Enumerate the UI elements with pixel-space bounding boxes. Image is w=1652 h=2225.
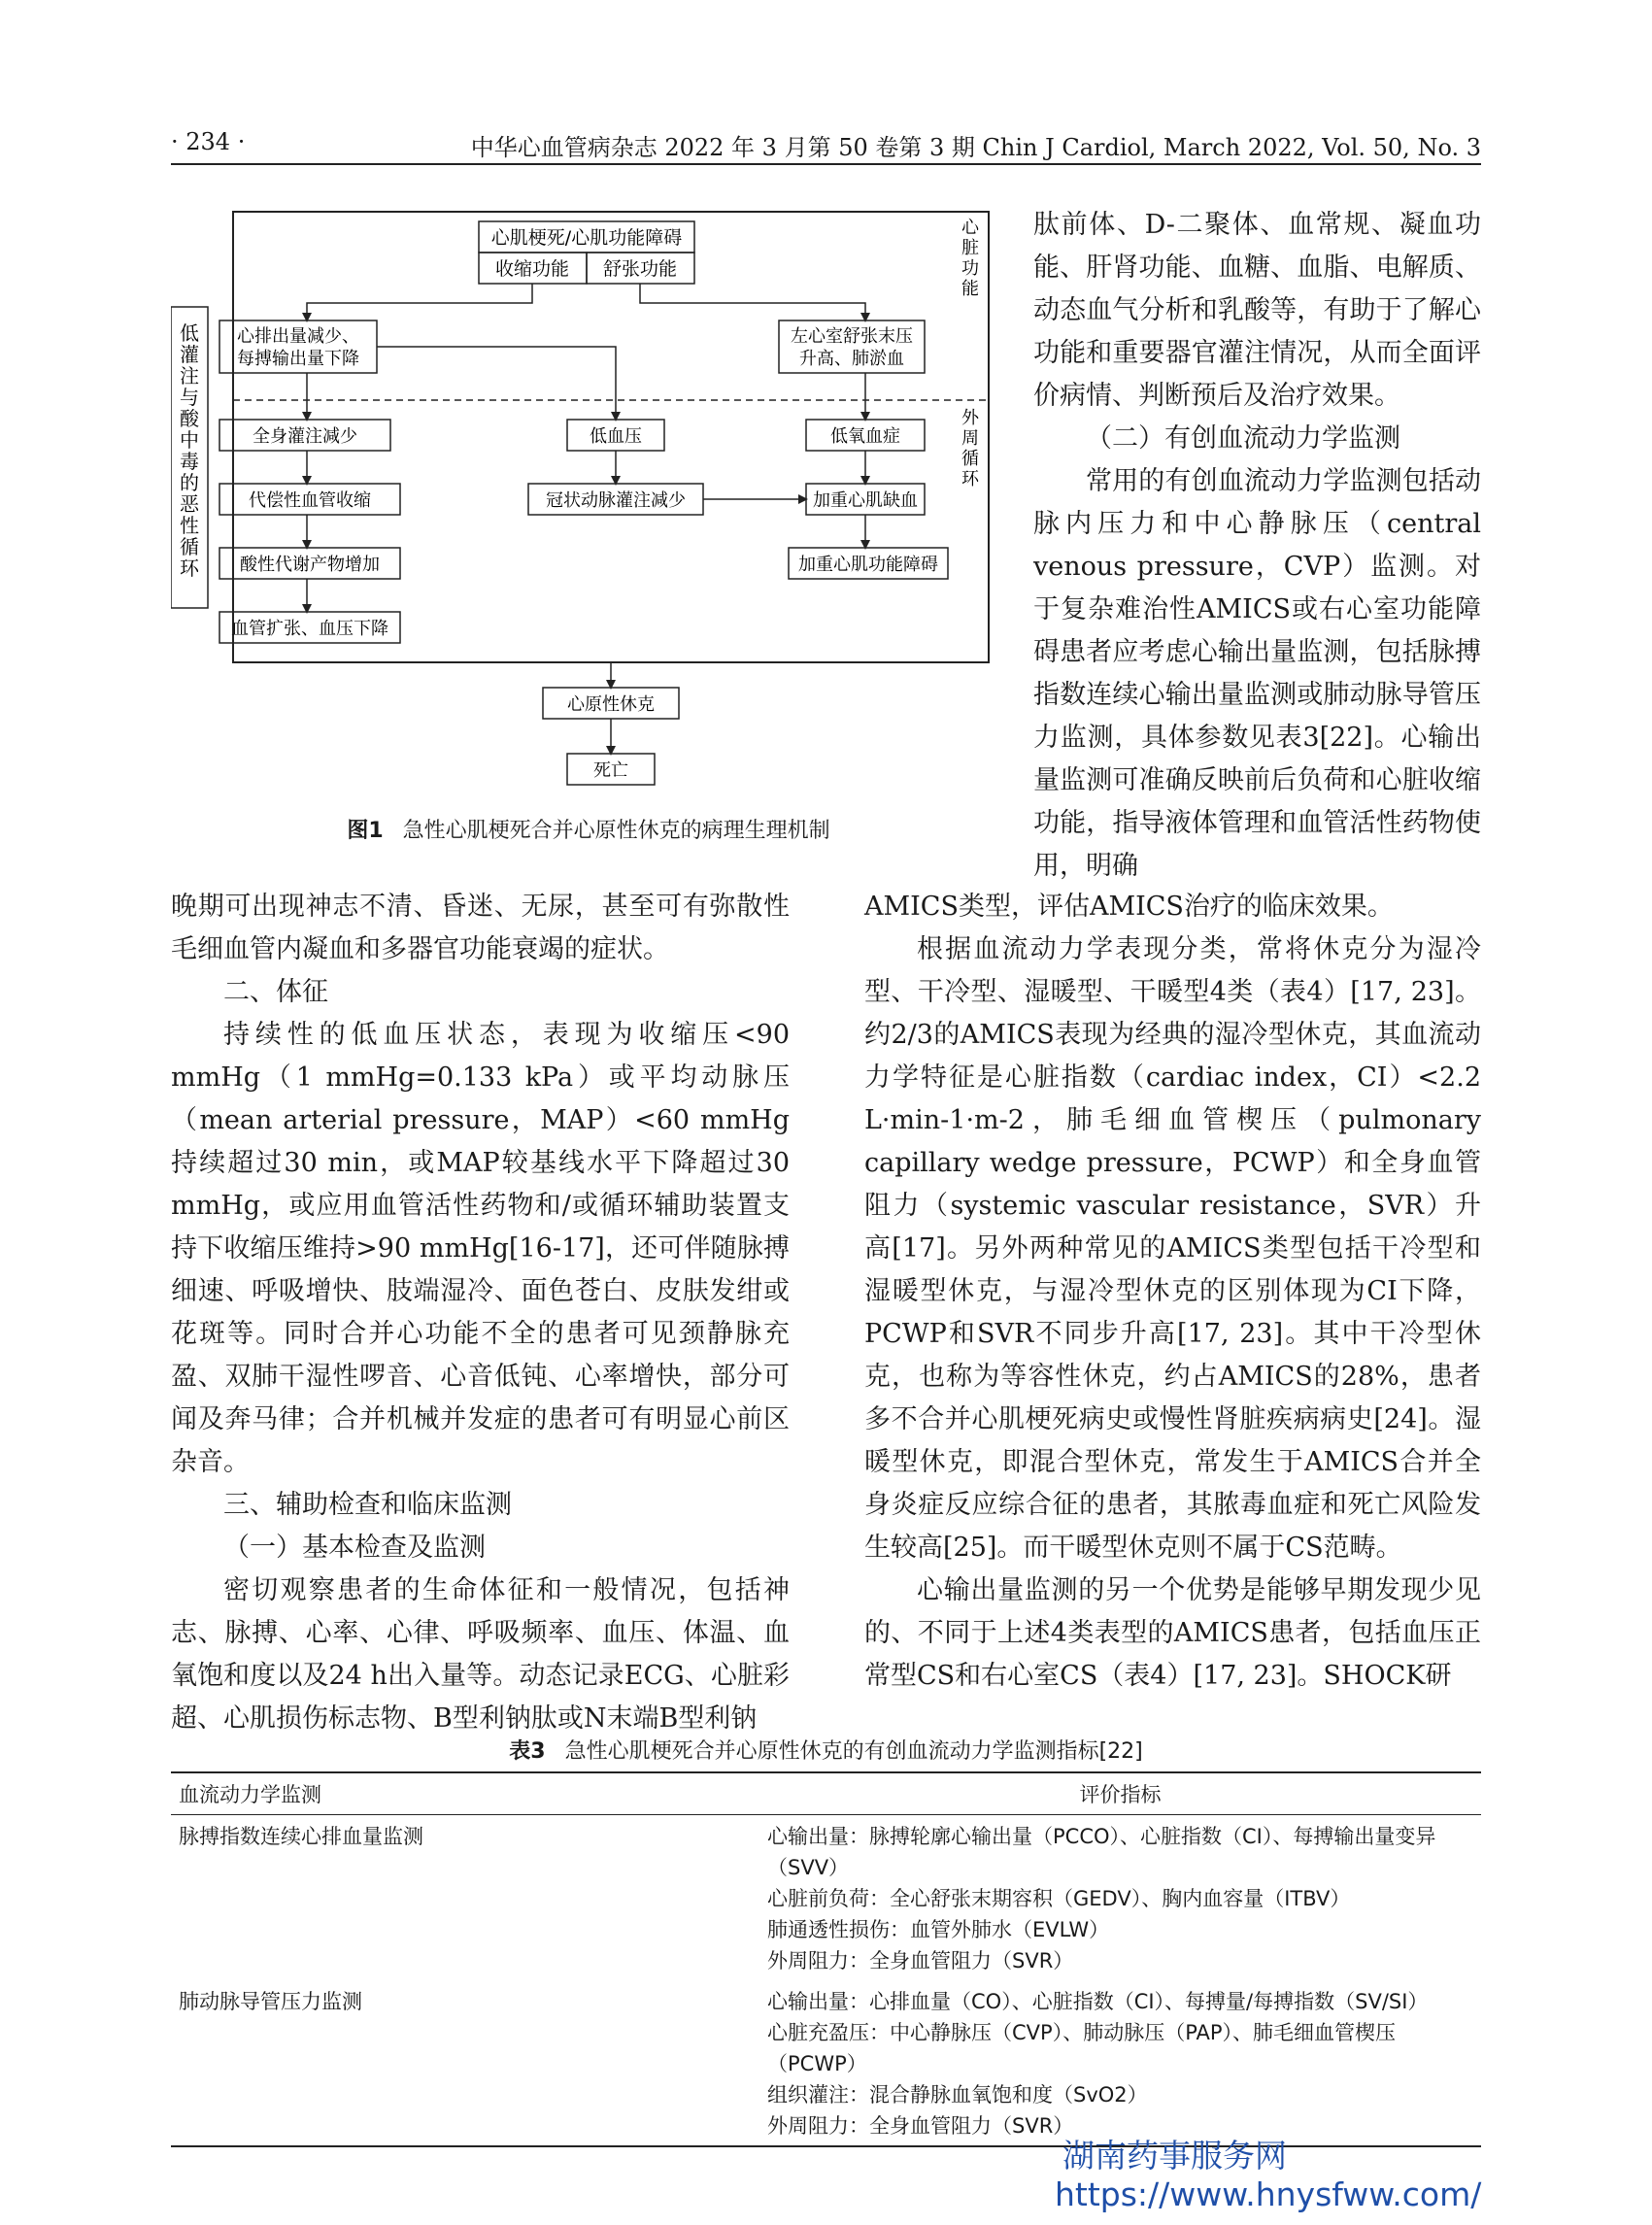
indicator-line: 外周阻力：全身血管阻力（SVR） (767, 1949, 1074, 1972)
indicator-line: 心脏充盈压：中心静脉压（CVP）、肺动脉压（PAP）、肺毛细血管楔压（PCWP） (767, 2021, 1397, 2075)
node-perfusion: 全身灌注减少 (253, 426, 357, 447)
watermark-url[interactable]: https://www.hnysfww.com/ (1055, 2175, 1482, 2213)
table-caption (171, 1735, 1481, 1765)
node-vasodilation: 血管扩张、血压下降 (231, 619, 388, 639)
table-cell-indicators (759, 1980, 1481, 2146)
node-vasoconstriction: 代偿性血管收缩 (249, 490, 371, 511)
table-label: 表3 (509, 1739, 546, 1764)
node-death: 死亡 (593, 760, 628, 781)
watermark-title: 湖南药事服务网 (1062, 2137, 1287, 2174)
node-hypoxemia: 低氧血症 (830, 426, 900, 447)
svg-text:心脏功能: 心脏功能 (961, 218, 979, 299)
right-column-bottom (864, 886, 1481, 1698)
paragraph: 肽前体、D-二聚体、血常规、凝血功能、肝肾功能、血糖、血脂、电解质、动态血气分析和乳酸等，有助于了解心功能和重要器官灌注情况，从而全面评价病情、判断预后及治疗效果。 (1033, 210, 1481, 411)
node-ischemia: 加重心肌缺血 (813, 490, 918, 511)
indicator-line: 心输出量：心排血量（CO）、心脏指数（CI）、每搏量/每搏指数（SV/SI） (767, 1990, 1429, 2013)
left-column (171, 886, 790, 1740)
node-acid: 酸性代谢产物增加 (240, 555, 380, 575)
node-hypotension: 低血压 (590, 426, 642, 447)
paragraph: AMICS类型，评估AMICS治疗的临床效果。 (864, 892, 1394, 922)
table-row (171, 1815, 1481, 1981)
table-cell-method: 脉搏指数连续心排血量监测 (179, 1825, 423, 1848)
node-mi: 心肌梗死/心肌功能障碍 (490, 227, 683, 249)
table-3 (171, 1771, 1481, 2147)
side-label-left (180, 321, 200, 580)
node-co-line1: 心排出量减少、 (237, 326, 359, 347)
table-cell-method: 肺动脉导管压力监测 (171, 1980, 759, 2146)
paragraph: 晚期可出现神志不清、昏迷、无尿，甚至可有弥散性毛细血管内凝血和多器官功能衰竭的症状。 (171, 892, 790, 964)
indicator-line: 肺通透性损伤：血管外肺水（EVLW） (767, 1918, 1110, 1941)
figure-caption (171, 814, 1006, 844)
paragraph: 常用的有创血流动力学监测包括动脉内压力和中心静脉压（central venous pressure，CVP）监测。对于复杂难治性AMICS或右心室功能障碍患者应考虑心输出量监测，包括脉搏指数连续心输出量监测或肺动脉导管压力监测，具体参数见表3[22]。心输出量监测可准确反映前后负荷和心脏收缩功能，指导液体管理和血管活性药物使用，明确 (1033, 466, 1481, 881)
node-dysfunction: 加重心肌功能障碍 (798, 555, 938, 575)
figure-caption-text: 急性心肌梗死合并心原性休克的病理生理机制 (402, 819, 830, 843)
indicator-line: 外周阻力：全身血管阻力（SVR） (767, 2114, 1074, 2138)
node-coronary: 冠状动脉灌注减少 (546, 490, 686, 511)
figure-label: 图1 (347, 819, 384, 843)
page-header (0, 128, 1652, 167)
paragraph: 持续性的低血压状态，表现为收缩压<90 mmHg（1 mmHg=0.133 kPa）或平均动脉压（mean arterial pressure，MAP）<60 mmHg持续超过30 min，或MAP较基线水平下降超过30 mmHg，或应用血管活性药物和/或循环辅助装置支持下收缩压维持>90 mmHg[16-17]，还可伴随脉搏细速、呼吸增快、肢端湿冷、面色苍白、皮肤发绀或花斑等。同时合并心功能不全的患者可见颈静脉充盈、双肺干湿性啰音、心音低钝、心率增快，部分可闻及奔马律；合并机械并发症的患者可有明显心前区杂音。 (171, 1020, 790, 1477)
paragraph: 根据血流动力学表现分类，常将休克分为湿冷型、干冷型、湿暖型、干暖型4类（表4）[17, 23]。约2/3的AMICS表现为经典的湿冷型休克，其血流动力学特征是心脏指数（cardiac index，CI）<2.2 L·min-1·m-2，肺毛细血管楔压（pulmonary capillary wedge pressure，PCWP）和全身血管阻力（systemic vascular resistance，SVR）升高[17]。另外两种常见的AMICS类型包括干冷型和湿暖型休克，与湿冷型休克的区别体现为CI下降，PCWP和SVR不同步升高[17, 23]。其中干冷型休克，也称为等容性休克，约占AMICS的28%，患者多不合并心肌梗死病史或慢性肾脏疾病病史[24]。湿暖型休克，即混合型休克，常发生于AMICS合并全身炎症反应综合征的患者，其脓毒血症和死亡风险发生较高[25]。而干暖型休克则不属于CS范畴。 (864, 934, 1481, 1563)
table-header-indicators: 评价指标 (759, 1772, 1481, 1815)
indicator-line: 心输出量：脉搏轮廓心输出量（PCCO）、心脏指数（CI）、每搏输出量变异（SVV） (767, 1825, 1436, 1879)
table-caption-text: 急性心肌梗死合并心原性休克的有创血流动力学监测指标[22] (564, 1739, 1143, 1764)
watermark (1055, 2137, 1481, 2214)
paragraph: 心输出量监测的另一个优势是能够早期发现少见的、不同于上述4类表型的AMICS患者，包括血压正常型CS和右心室CS（表4）[17, 23]。SHOCK研 (864, 1575, 1481, 1691)
section-heading: 三、辅助检查和临床监测 (223, 1490, 512, 1520)
section-heading: （一）基本检查及监测 (223, 1533, 486, 1563)
node-shock: 心原性休克 (567, 694, 655, 715)
node-systolic: 收缩功能 (494, 258, 570, 280)
section-heading: 二、体征 (223, 977, 328, 1007)
node-lv-line2: 升高、肺淤血 (799, 349, 904, 369)
indicator-line: 组织灌注：混合静脉血氧饱和度（SvO2） (767, 2083, 1148, 2107)
journal-citation: 中华心血管病杂志 2022 年 3 月第 50 卷第 3 期 Chin J Cardiol, March 2022, Vol. 50, No. 3 (470, 134, 1481, 161)
svg-text:低灌注与酸中毒的恶性循环: 低灌注与酸中毒的恶性循环 (180, 321, 199, 580)
side-label-right-top (961, 218, 980, 299)
paragraph: 密切观察患者的生命体征和一般情况，包括神志、脉搏、心率、心律、呼吸频率、血压、体温、血氧饱和度以及24 h出入量等。动态记录ECG、心脏彩超、心肌损伤标志物、B型利钠肽或N末端B型利钠 (171, 1575, 790, 1734)
side-label-right-bottom (961, 408, 980, 489)
indicator-line: 心脏前负荷：全心舒张末期容积（GEDV）、胸内血容量（ITBV） (767, 1887, 1351, 1910)
node-lv-line1: 左心室舒张末压 (791, 326, 913, 347)
right-column-top (1033, 204, 1481, 888)
svg-text:外周循环: 外周循环 (961, 408, 979, 489)
table-row (171, 1980, 1481, 2146)
node-co-line2: 每搏输出量下降 (237, 349, 359, 369)
figure-1-flowchart (171, 194, 1006, 816)
page-number: · 234 · (171, 128, 246, 155)
node-diastolic: 舒张功能 (602, 258, 678, 280)
table-cell-indicators (759, 1815, 1481, 1981)
table-header-method: 血流动力学监测 (171, 1772, 759, 1815)
section-heading: （二）有创血流动力学监测 (1086, 423, 1400, 454)
header-rule (171, 163, 1481, 165)
